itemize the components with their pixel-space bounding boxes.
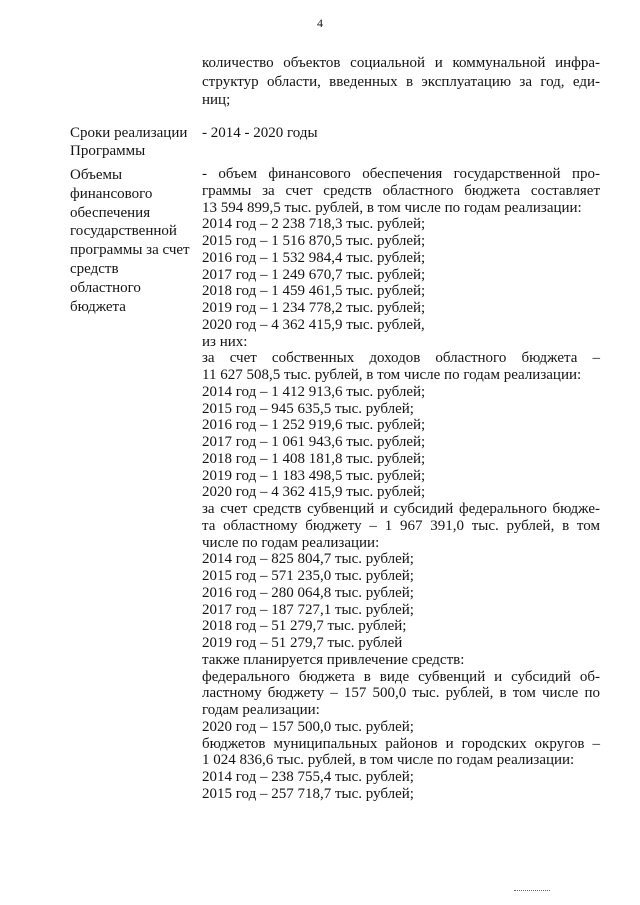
funding-line: 2014 год – 825 804,7 тыс. рублей; (202, 551, 414, 568)
funding-line: годам реализации: (202, 702, 320, 718)
funding-label-line: финансового (70, 185, 153, 202)
funding-line: 1 024 836,6 тыс. рублей, в том числе по годам реализации: (202, 752, 575, 769)
funding-line: 2015 год – 571 235,0 тыс. рублей; (202, 568, 414, 584)
funding-line: 2020 год – 157 500,0 тыс. рублей; (202, 718, 414, 735)
funding-line: 2016 год – 1 532 984,4 тыс. рублей; (202, 249, 426, 266)
funding-line: ластному бюджету – 157 500,0 тыс. рублей, в том числе по (202, 685, 600, 702)
funding-line: 2019 год – 51 279,7 тыс. рублей (202, 635, 403, 651)
intro-line: количество объектов социальной и коммунальной инфра- (202, 55, 600, 71)
funding-label-line: государственной (70, 223, 177, 240)
funding-line: 2018 год – 1 408 181,8 тыс. рублей; (202, 450, 426, 467)
funding-line: числе по годам реализации: (202, 534, 380, 551)
funding-line: граммы за счет средств областного бюджета составляет (202, 182, 600, 199)
funding-line: 2014 год – 1 412 913,6 тыс. рублей; (202, 383, 426, 400)
funding-line: также планируется привлечение средств: (202, 651, 465, 668)
funding-line: 2020 год – 4 362 415,9 тыс. рублей, (202, 316, 425, 333)
funding-details (202, 166, 600, 803)
funding-label-line: обеспечения (70, 204, 151, 221)
funding-line: 2014 год – 2 238 718,3 тыс. рублей; (202, 216, 426, 233)
funding-label-line: Объемы (70, 167, 123, 183)
funding-line: за счет собственных доходов областного бюджета – (202, 350, 600, 367)
period-label-line: Сроки реализации (70, 125, 188, 141)
funding-label-line: областного (70, 279, 141, 296)
funding-line: 2015 год – 257 718,7 тыс. рублей; (202, 785, 414, 802)
intro-line: ниц; (202, 92, 231, 108)
funding-line: 13 594 899,5 тыс. рублей, в том числе по годам реализации: (202, 199, 582, 216)
funding-label-line: средств (70, 260, 119, 277)
funding-line: 11 627 508,5 тыс. рублей, в том числе по годам реализации: (202, 367, 582, 383)
funding-line: 2017 год – 187 727,1 тыс. рублей; (202, 601, 414, 618)
funding-line: 2018 год – 51 279,7 тыс. рублей; (202, 618, 407, 635)
scan-mark (514, 890, 550, 893)
page-number: 4 (317, 16, 323, 30)
intro-paragraph (202, 54, 600, 110)
funding-line: та областному бюджету – 1 967 391,0 тыс. рублей, в том (202, 517, 600, 534)
funding-line: бюджетов муниципальных районов и городских округов – (202, 735, 600, 752)
funding-line: 2014 год – 238 755,4 тыс. рублей; (202, 769, 414, 785)
funding-line: федерального бюджета в виде субвенций и субсидий об- (202, 668, 600, 685)
funding-line: 2019 год – 1 183 498,5 тыс. рублей; (202, 467, 426, 484)
funding-line: 2018 год – 1 459 461,5 тыс. рублей; (202, 283, 426, 300)
funding-line: 2017 год – 1 249 670,7 тыс. рублей; (202, 266, 426, 283)
funding-line: - объем финансового обеспечения государственной про- (202, 166, 600, 182)
period-value: - 2014 - 2020 годы (202, 125, 318, 141)
funding-line: 2017 год – 1 061 943,6 тыс. рублей; (202, 434, 426, 450)
funding-label (70, 166, 196, 316)
funding-line: 2015 год – 1 516 870,5 тыс. рублей; (202, 233, 426, 249)
funding-line: 2019 год – 1 234 778,2 тыс. рублей; (202, 300, 426, 316)
funding-line: из них: (202, 333, 248, 350)
period-label (70, 124, 196, 160)
funding-line: за счет средств субвенций и субсидий федерального бюдже- (202, 501, 600, 517)
intro-line: структур области, введенных в эксплуатацию за год, еди- (202, 73, 600, 90)
period-label-line: Программы (70, 143, 146, 159)
funding-label-line: программы за счет (70, 242, 190, 259)
funding-line: 2015 год – 945 635,5 тыс. рублей; (202, 400, 414, 417)
funding-label-line: бюджета (70, 298, 126, 315)
funding-line: 2020 год – 4 362 415,9 тыс. рублей; (202, 484, 426, 501)
funding-line: 2016 год – 1 252 919,6 тыс. рублей; (202, 417, 426, 434)
funding-line: 2016 год – 280 064,8 тыс. рублей; (202, 584, 414, 601)
